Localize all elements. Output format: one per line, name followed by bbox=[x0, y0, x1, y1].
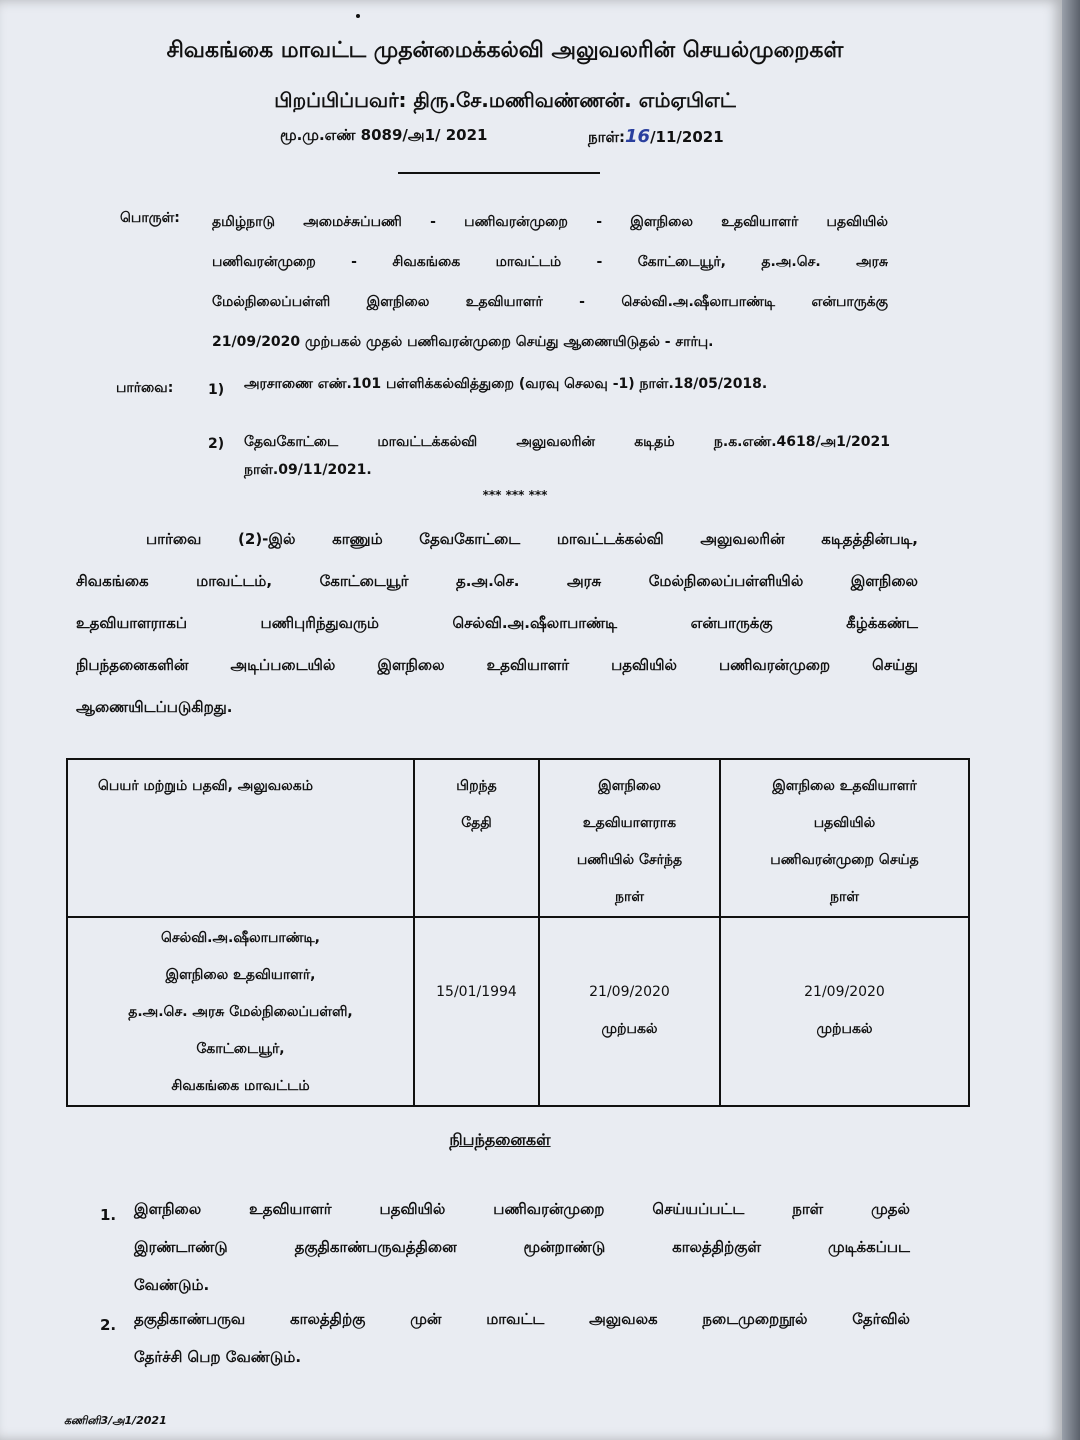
date-rest: /11/2021 bbox=[650, 128, 724, 146]
cell-name-post bbox=[67, 917, 414, 1106]
body-line: பார்வை (2)-இல் காணும் தேவகோட்டை மாவட்டக்கல்வி அலுவலரின் கடிதத்தின்படி, bbox=[146, 530, 918, 548]
header-text: தேதி bbox=[461, 815, 492, 831]
header-regularised bbox=[720, 759, 969, 917]
reference-line: தேவகோட்டை மாவட்டக்கல்வி அலுவலரின் கடிதம் ந.க.எண்.4618/அ1/2021 bbox=[244, 434, 890, 450]
speck bbox=[356, 14, 360, 18]
order-date bbox=[588, 126, 724, 148]
cell-text: 15/01/1994 bbox=[436, 984, 517, 1000]
divider bbox=[398, 172, 600, 174]
handwritten-day: 16 bbox=[625, 126, 651, 147]
condition-line: தேர்ச்சி பெற வேண்டும். bbox=[134, 1348, 302, 1366]
condition-number-2: 2. bbox=[100, 1316, 117, 1334]
cell-joined bbox=[539, 917, 720, 1106]
issuer-line: பிறப்பிப்பவர்: திரு.சே.மணிவண்ணன். எம்ஏபிஎட் bbox=[274, 88, 736, 112]
condition-line: இளநிலை உதவியாளர் பதவியில் பணிவரன்முறை செய்யப்பட்ட நாள் முதல் bbox=[134, 1200, 910, 1218]
header-text: இளநிலை உதவியாளர் bbox=[772, 778, 917, 794]
cell-text: 21/09/2020 bbox=[589, 984, 670, 1000]
subject-text bbox=[212, 202, 888, 362]
cell-dob bbox=[414, 917, 539, 1106]
condition-text-2 bbox=[134, 1300, 910, 1376]
references-label: பார்வை: bbox=[116, 380, 174, 396]
cell-regularised bbox=[720, 917, 969, 1106]
body-line: நிபந்தனைகளின் அடிப்படையில் இளநிலை உதவியாளர் பதவியில் பணிவரன்முறை செய்து bbox=[76, 656, 918, 674]
reference-number-1: 1) bbox=[208, 382, 225, 398]
header-dob bbox=[414, 759, 539, 917]
header-text: நாள் bbox=[830, 889, 859, 905]
condition-text-1 bbox=[134, 1190, 910, 1304]
condition-line: தகுதிகாண்பருவ காலத்திற்கு முன் மாவட்ட அலுவலக நடைமுறைநூல் தேர்வில் bbox=[134, 1310, 910, 1328]
reference-number-2: 2) bbox=[208, 436, 225, 452]
cell-text: முற்பகல் bbox=[601, 1021, 658, 1037]
header-text: உதவியாளராக bbox=[582, 815, 677, 831]
page-edge-shadow bbox=[1062, 0, 1080, 1440]
header-text: பணிவரன்முறை செய்த bbox=[770, 852, 919, 868]
subject-label: பொருள்: bbox=[120, 210, 180, 226]
condition-number-1: 1. bbox=[100, 1206, 117, 1224]
body-line: சிவகங்கை மாவட்டம், கோட்டையூர் த.அ.செ. அரசு மேல்நிலைப்பள்ளியில் இளநிலை bbox=[76, 572, 918, 590]
reference-text-2 bbox=[244, 428, 890, 484]
condition-line: வேண்டும். bbox=[134, 1276, 210, 1294]
header-text: பணியில் சேர்ந்த bbox=[576, 852, 683, 868]
regularisation-table bbox=[66, 758, 970, 1107]
header-text: இளநிலை bbox=[598, 778, 661, 794]
cell-text: சிவகங்கை மாவட்டம் bbox=[171, 1078, 310, 1094]
footer-code: கணினி3/அ1/2021 bbox=[64, 1414, 167, 1427]
header-joined bbox=[539, 759, 720, 917]
cell-text: கோட்டையூர், bbox=[196, 1041, 285, 1057]
header-text: நாள் bbox=[615, 889, 644, 905]
body-line: உதவியாளராகப் பணிபுரிந்துவரும் செல்வி.அ.ஷீலாபாண்டி என்பாருக்கு கீழ்க்கண்ட bbox=[76, 614, 918, 632]
reference-line: நாள்.09/11/2021. bbox=[244, 462, 372, 478]
subject-line: மேல்நிலைப்பள்ளி இளநிலை உதவியாளர் - செல்வி.அ.ஷீலாபாண்டி என்பாருக்கு bbox=[212, 294, 888, 310]
subject-line: பணிவரன்முறை - சிவகங்கை மாவட்டம் - கோட்டையூர், த.அ.செ. அரசு bbox=[212, 254, 888, 270]
header-text: பிறந்த bbox=[456, 778, 497, 794]
page-title: சிவகங்கை மாவட்ட முதன்மைக்கல்வி அலுவலரின் செயல்முறைகள் bbox=[166, 38, 844, 63]
table-row bbox=[67, 917, 969, 1106]
reference-number: மூ.மு.எண் 8089/அ1/ 2021 bbox=[280, 126, 488, 144]
table-header-row bbox=[67, 759, 969, 917]
cell-text: த.அ.செ. அரசு மேல்நிலைப்பள்ளி, bbox=[128, 1004, 353, 1020]
header-name-post bbox=[67, 759, 414, 917]
header-text: பதவியில் bbox=[813, 815, 876, 831]
separator: *** *** *** bbox=[482, 488, 548, 502]
condition-line: இரண்டாண்டு தகுதிகாண்பருவத்தினை மூன்றாண்டு காலத்திற்குள் முடிக்கப்பட bbox=[134, 1238, 910, 1256]
cell-text: முற்பகல் bbox=[816, 1021, 873, 1037]
header-text: பெயர் மற்றும் பதவி, அலுவலகம் bbox=[98, 778, 314, 794]
body-paragraph bbox=[76, 518, 918, 728]
date-label: நாள்: bbox=[588, 128, 625, 146]
cell-text: செல்வி.அ.ஷீலாபாண்டி, bbox=[160, 930, 320, 946]
subject-line: 21/09/2020 முற்பகல் முதல் பணிவரன்முறை செய்து ஆணையிடுதல் - சார்பு. bbox=[212, 334, 714, 350]
body-line: ஆணையிடப்படுகிறது. bbox=[76, 698, 233, 716]
subject-line: தமிழ்நாடு அமைச்சுப்பணி - பணிவரன்முறை - இளநிலை உதவியாளர் பதவியில் bbox=[212, 214, 888, 230]
cell-text: 21/09/2020 bbox=[804, 984, 885, 1000]
reference-text-1: அரசாணை எண்.101 பள்ளிக்கல்வித்துறை (வரவு செலவு -1) நாள்.18/05/2018. bbox=[244, 376, 768, 392]
cell-text: இளநிலை உதவியாளர், bbox=[165, 967, 316, 983]
conditions-heading: நிபந்தனைகள் bbox=[449, 1130, 551, 1149]
